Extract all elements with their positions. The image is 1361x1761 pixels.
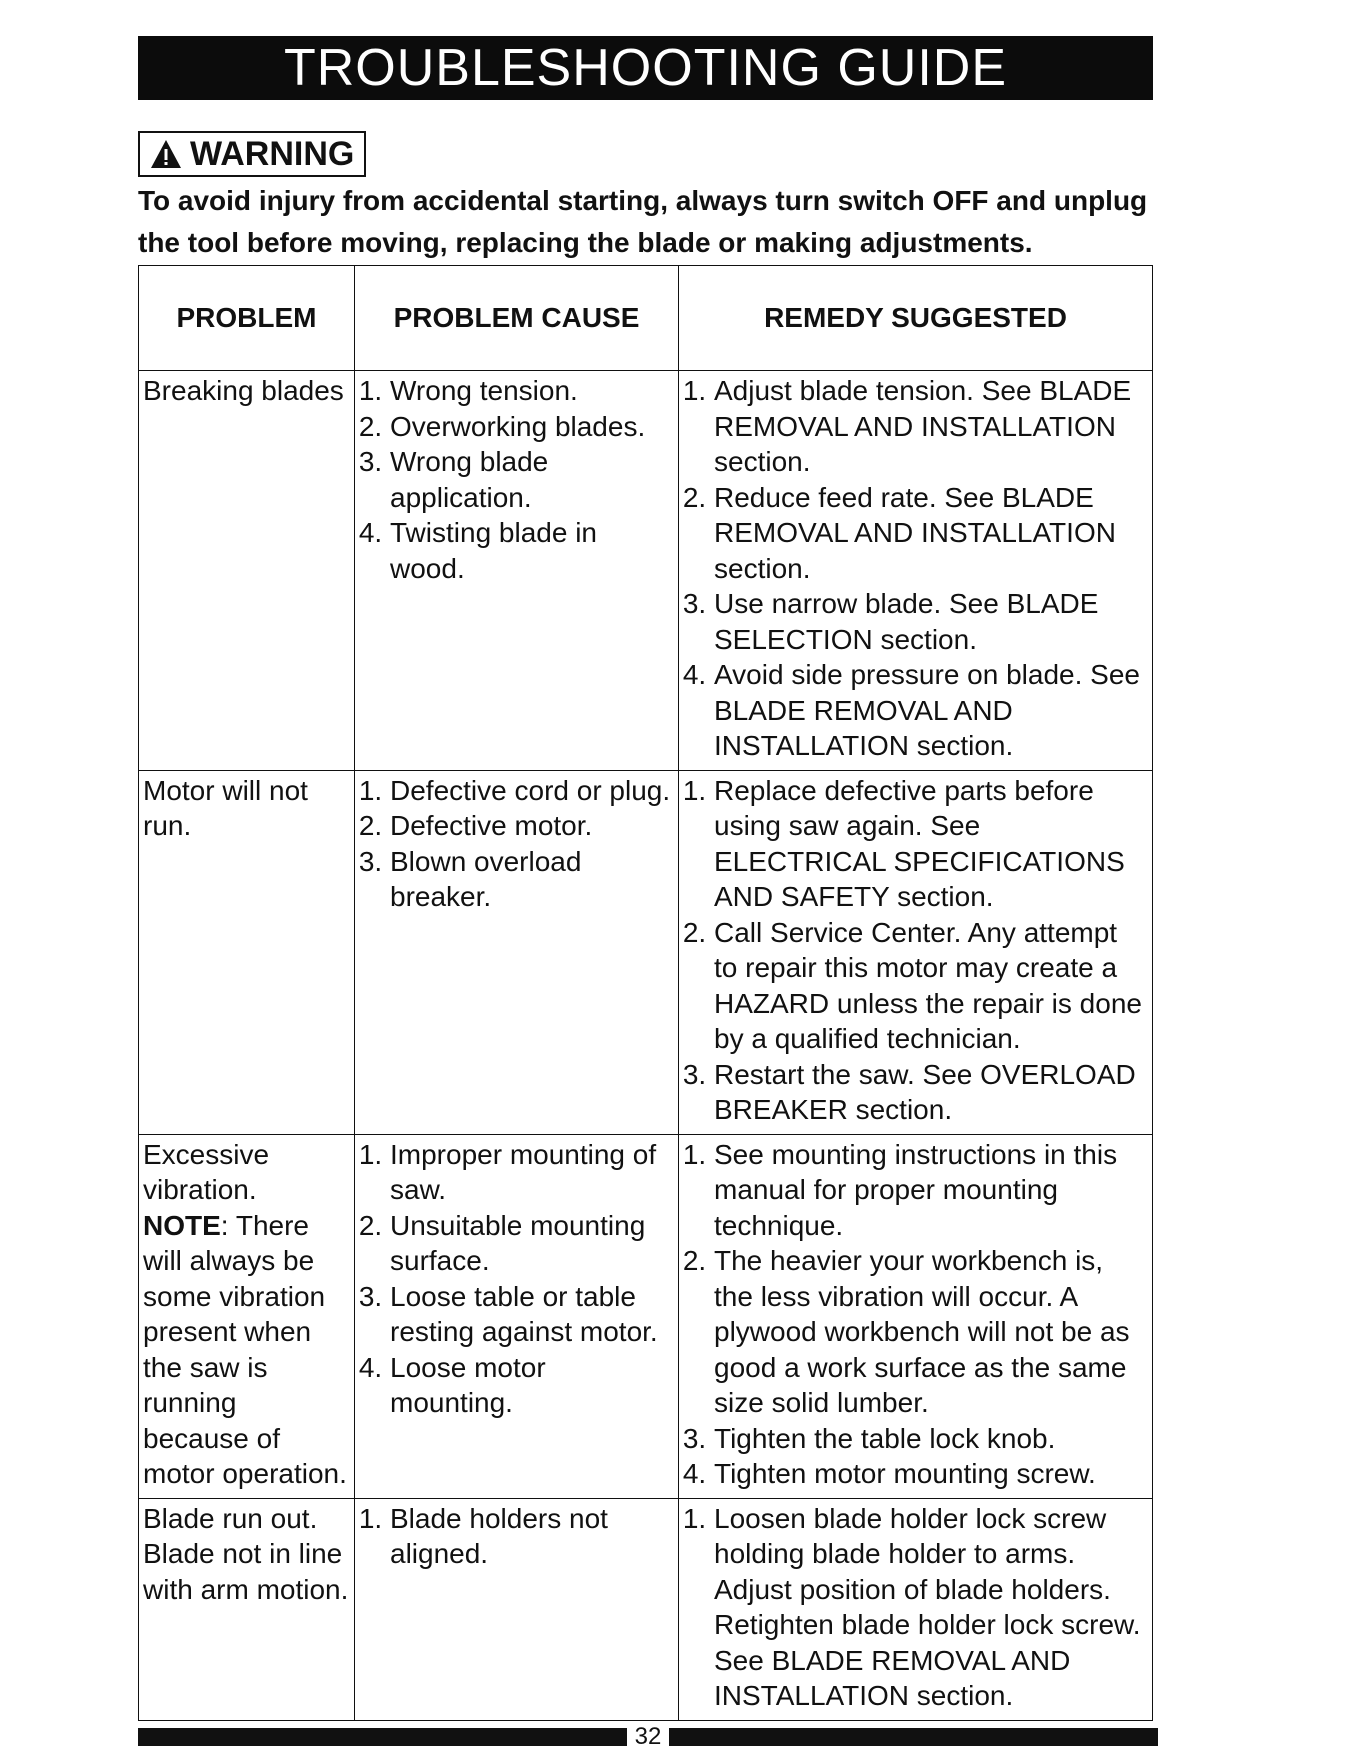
cause-item: 3. Wrong blade application. [390, 444, 674, 515]
cause-list [359, 1501, 674, 1572]
remedy-list [683, 373, 1148, 764]
cause-item: 3. Blown overload breaker. [390, 844, 674, 915]
footer-bar-right [669, 1728, 1158, 1746]
remedy-item: 3. Use narrow blade. See BLADE SELECTION section. [714, 586, 1148, 657]
cause-item: 1. Improper mounting of saw. [390, 1137, 674, 1208]
remedy-item: 3. Restart the saw. See OVERLOAD BREAKER section. [714, 1057, 1148, 1128]
cause-item: 4. Twisting blade in wood. [390, 515, 674, 586]
remedy-item: 4. Tighten motor mounting screw. [714, 1456, 1148, 1492]
table-header-row [139, 266, 1153, 371]
table-row [139, 371, 1153, 771]
remedy-item: 3. Tighten the table lock knob. [714, 1421, 1148, 1457]
remedy-cell [679, 371, 1153, 771]
problem-cell [139, 1134, 355, 1498]
problem-text: Excessive vibration. [143, 1138, 270, 1205]
remedy-item: 1. Adjust blade tension. See BLADE REMOVAL AND INSTALLATION section. [714, 373, 1148, 480]
remedy-list [683, 1137, 1148, 1492]
remedy-list [683, 1501, 1148, 1714]
remedy-cell [679, 770, 1153, 1134]
problem-text: Breaking blades [143, 375, 344, 406]
footer-bar-left [138, 1728, 627, 1746]
note-label: NOTE [143, 1209, 221, 1241]
cause-cell [355, 770, 679, 1134]
problem-text: Blade run out. Blade not in line with arm motion. [143, 1502, 349, 1605]
header-problem: PROBLEM [139, 266, 355, 371]
warning-triangle-icon [150, 138, 182, 170]
remedy-item: 4. Avoid side pressure on blade. See BLADE REMOVAL AND INSTALLATION section. [714, 657, 1148, 764]
cause-item: 1. Wrong tension. [390, 373, 674, 409]
table-row [139, 770, 1153, 1134]
warning-label: WARNING [190, 134, 355, 173]
problem-text: Motor will not run. [143, 774, 308, 841]
cause-list [359, 773, 674, 915]
table-row [139, 1134, 1153, 1498]
cause-item: 3. Loose table or table resting against motor. [390, 1279, 674, 1350]
page-title: TROUBLESHOOTING GUIDE [138, 36, 1153, 100]
remedy-item: 2. Call Service Center. Any attempt to repair this motor may create a HAZARD unless the repair is done by a qualified technician. [714, 915, 1148, 1057]
cause-list [359, 373, 674, 586]
cause-item: 2. Defective motor. [390, 808, 674, 844]
note-text: : There will always be some vibration present when the saw is running because of motor operation. [143, 1209, 347, 1489]
cause-item: 2. Overworking blades. [390, 409, 674, 445]
problem-cell [139, 770, 355, 1134]
cause-item: 1. Blade holders not aligned. [390, 1501, 674, 1572]
header-problem-cause: PROBLEM CAUSE [355, 266, 679, 371]
warning-label-box [138, 131, 366, 177]
cause-list [359, 1137, 674, 1421]
page-number: 32 [634, 1723, 662, 1750]
remedy-cell [679, 1498, 1153, 1720]
remedy-item: 1. Loosen blade holder lock screw holding blade holder to arms. Adjust position of blade holders. Retighten blade holder lock screw. See BLADE REMOVAL AND INSTALLATION section. [714, 1501, 1148, 1714]
remedy-item: 2. Reduce feed rate. See BLADE REMOVAL AND INSTALLATION section. [714, 480, 1148, 587]
cause-item: 1. Defective cord or plug. [390, 773, 674, 809]
problem-cell [139, 371, 355, 771]
remedy-item: 2. The heavier your workbench is, the less vibration will occur. A plywood workbench will not be as good a work surface as the same size solid lumber. [714, 1243, 1148, 1421]
header-remedy-suggested: REMEDY SUGGESTED [679, 266, 1153, 371]
cause-item: 2. Unsuitable mounting surface. [390, 1208, 674, 1279]
remedy-item: 1. Replace defective parts before using saw again. See ELECTRICAL SPECIFICATIONS AND SAFETY section. [714, 773, 1148, 915]
problem-cell [139, 1498, 355, 1720]
remedy-item: 1. See mounting instructions in this manual for proper mounting technique. [714, 1137, 1148, 1244]
cause-cell [355, 1134, 679, 1498]
cause-item: 4. Loose motor mounting. [390, 1350, 674, 1421]
page-footer [138, 1723, 1158, 1750]
remedy-list [683, 773, 1148, 1128]
table-row [139, 1498, 1153, 1720]
troubleshooting-table [138, 265, 1153, 1721]
warning-text: To avoid injury from accidental starting, always turn switch OFF and unplug the tool before moving, replacing the blade or making adjustments. [138, 185, 1148, 258]
remedy-cell [679, 1134, 1153, 1498]
cause-cell [355, 371, 679, 771]
cause-cell [355, 1498, 679, 1720]
